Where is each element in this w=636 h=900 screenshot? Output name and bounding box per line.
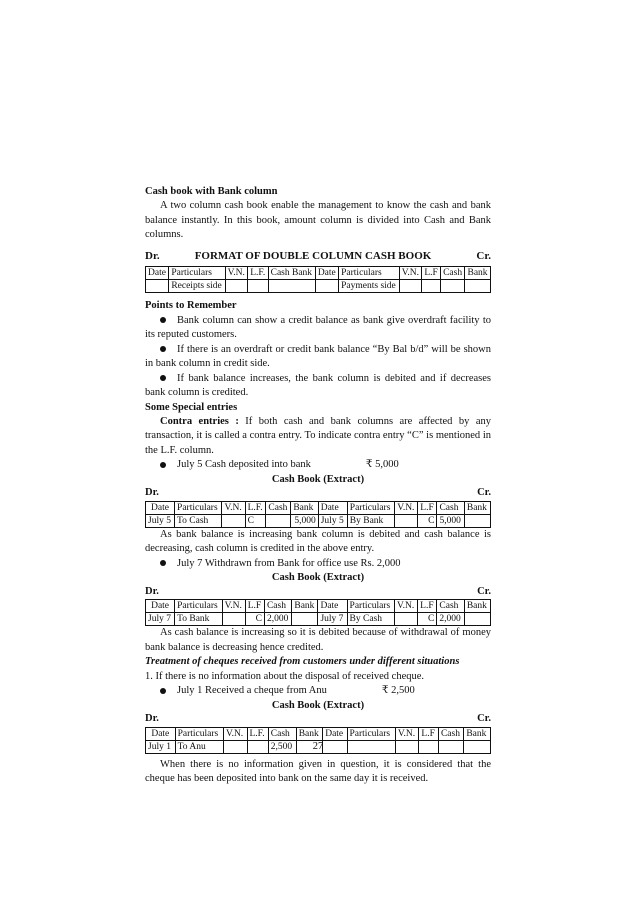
table-cell: 2,000 [437, 613, 464, 626]
example1-dr-cr [145, 486, 491, 500]
example2-bullet [145, 557, 491, 571]
example1-note: As bank balance is increasing bank column is debited and cash balance is decreasing, cash column is credited in the above entry. [145, 528, 491, 555]
table-cell: Bank [465, 267, 491, 280]
format-title: FORMAT OF DOUBLE COLUMN CASH BOOK [194, 249, 432, 262]
table-cell: Receipts side [169, 280, 225, 293]
format-title-row [145, 249, 491, 264]
table-cell: C [245, 613, 264, 626]
table-cell: Cash [264, 600, 291, 613]
example1-title: Cash Book (Extract) [271, 473, 365, 485]
table-cell: Cash [438, 727, 463, 740]
points-title: Points to Remember [145, 300, 237, 312]
example2-dr-cr [145, 585, 491, 599]
example3-dr-cr [145, 712, 491, 726]
example3-title: Cash Book (Extract) [271, 699, 365, 711]
case1-text: 1. If there is no information about the disposal of received cheque. [145, 670, 425, 682]
example3-text: July 1 Received a cheque from Anu [177, 685, 327, 697]
contra-paragraph [145, 415, 491, 458]
table-cell [465, 280, 491, 293]
table-cell: 5,000 [437, 514, 464, 527]
example1-table [145, 501, 491, 528]
table-cell: L.F [422, 267, 441, 280]
table-cell: V.N. [395, 501, 418, 514]
table-cell [315, 280, 338, 293]
table-cell: C [418, 613, 437, 626]
dr-label: Dr. [145, 585, 159, 597]
table-header-row [146, 600, 491, 613]
table-cell: By Bank [347, 514, 394, 527]
dr-label: Dr. [145, 487, 159, 499]
table-cell: July 5 [146, 514, 175, 527]
table-cell [395, 514, 418, 527]
table-cell: 2,000 [264, 613, 291, 626]
table-cell: Particulars [169, 267, 225, 280]
section-title: Cash book with Bank column [145, 186, 278, 197]
contra-text: If both cash and bank columns are affected by any transaction, it is called a contra entry. To indicate contra entry “C” is mentioned in the L.F. column. [145, 415, 491, 456]
cr-label: Cr. [477, 487, 491, 499]
table-cell: L.F [245, 600, 264, 613]
table-cell: Bank [464, 727, 491, 740]
table-cell: Cash [266, 501, 291, 514]
table-cell: L.F. [248, 267, 268, 280]
table-cell: Particulars [347, 501, 394, 514]
table-cell [146, 280, 169, 293]
table-cell: To Anu [175, 740, 223, 753]
table-cell: V.N. [223, 727, 247, 740]
table-cell: July 5 [318, 514, 347, 527]
table-cell: Particulars [347, 600, 394, 613]
table-cell: July 7 [318, 613, 347, 626]
table-cell: To Cash [175, 514, 222, 527]
intro-paragraph: A two column cash book enable the management to know the cash and bank balance instantly. In this book, amount column is divided into Cash and Bank columns. [145, 200, 491, 241]
table-cell: L.F [418, 501, 437, 514]
table-cell: Particulars [175, 501, 222, 514]
table-cell: Cash [441, 267, 465, 280]
bullet-icon [160, 343, 177, 357]
table-cell: 2,500 [268, 740, 296, 753]
table-cell: July 1 [146, 740, 176, 753]
table-cell: Cash Bank [268, 267, 315, 280]
table-cell [399, 280, 422, 293]
page-number: 27 [312, 741, 324, 752]
table-cell [292, 613, 318, 626]
table-cell: Bank [464, 600, 490, 613]
table-cell: Date [146, 267, 169, 280]
dr-label: Dr. [145, 713, 159, 725]
table-cell [422, 280, 441, 293]
cheques-title: Treatment of cheques received from customers under different situations [145, 656, 460, 668]
point-item [145, 343, 491, 372]
bullet-icon [160, 314, 177, 328]
table-cell: Cash [268, 727, 296, 740]
format-dr-label: Dr. [145, 249, 160, 262]
table-row [146, 280, 491, 293]
table-cell [464, 514, 490, 527]
table-cell [464, 613, 490, 626]
table-cell [222, 514, 245, 527]
table-cell [395, 613, 418, 626]
bullet-icon [160, 458, 177, 472]
table-cell [268, 280, 315, 293]
example2-text: July 7 Withdrawn from Bank for office use Rs. 2,000 [177, 557, 401, 569]
table-cell: Date [146, 501, 175, 514]
table-cell: Cash [437, 501, 464, 514]
example2-title: Cash Book (Extract) [271, 572, 365, 584]
example2-table [145, 599, 491, 626]
table-cell: July 7 [146, 613, 175, 626]
table-cell: Bank [291, 501, 318, 514]
table-cell: Particulars [347, 727, 395, 740]
example1-amount: ₹ 5,000 [365, 459, 399, 471]
table-cell: L.F [419, 727, 439, 740]
page-content [145, 185, 491, 787]
table-cell: L.F. [247, 727, 268, 740]
bullet-icon [160, 557, 177, 571]
cr-label: Cr. [477, 713, 491, 725]
contra-label: Contra entries : [160, 415, 239, 427]
table-cell [222, 613, 245, 626]
table-cell: L.F [418, 600, 437, 613]
point-text: If there is an overdraft or credit bank balance “By Bal b/d” will be shown in bank column in credit side. [145, 343, 491, 370]
table-cell: 5,000 [291, 514, 318, 527]
example2-note: As cash balance is increasing so it is debited because of withdrawal of money bank balance is decreasing hence credited. [145, 627, 491, 653]
example3-amount: ₹ 2,500 [381, 685, 415, 697]
table-cell: Date [318, 600, 347, 613]
bullet-icon [160, 372, 177, 386]
table-cell: By Cash [347, 613, 394, 626]
table-cell [248, 280, 268, 293]
table-cell: V.N. [399, 267, 422, 280]
example3-bullet [145, 684, 491, 698]
table-cell: Date [318, 501, 347, 514]
table-cell: Particulars [339, 267, 400, 280]
table-cell: V.N. [222, 600, 245, 613]
table-header-row [146, 727, 491, 740]
point-text: If bank balance increases, the bank column is debited and if decreases bank column is credited. [145, 372, 491, 399]
special-entries-title: Some Special entries [145, 401, 238, 413]
table-cell: Date [315, 267, 338, 280]
table-cell: V.N. [225, 267, 248, 280]
format-table [145, 266, 491, 293]
table-cell: Cash [437, 600, 464, 613]
table-cell: Bank [296, 727, 323, 740]
point-text: Bank column can show a credit balance as bank give overdraft facility to its reputed customers. [145, 314, 491, 341]
table-cell: Date [323, 727, 347, 740]
point-item [145, 314, 491, 343]
table-cell: Date [146, 727, 176, 740]
example1-text: July 5 Cash deposited into bank [177, 459, 311, 471]
table-cell: Payments side [339, 280, 400, 293]
table-cell: C [245, 514, 266, 527]
table-cell: Bank [464, 501, 490, 514]
table-cell: C [418, 514, 437, 527]
table-cell: Particulars [175, 600, 222, 613]
table-cell: L.F. [245, 501, 266, 514]
table-cell: Date [146, 600, 175, 613]
format-cr-label: Cr. [476, 249, 491, 262]
table-cell: To Bank [175, 613, 222, 626]
point-item [145, 372, 491, 401]
table-cell: Bank [292, 600, 318, 613]
table-header-row [146, 501, 491, 514]
table-cell: V.N. [395, 727, 419, 740]
table-row [146, 613, 491, 626]
example3-note: When there is no information given in question, it is considered that the cheque has been deposited into bank on the same day it is received. [145, 758, 491, 785]
table-cell: Particulars [175, 727, 223, 740]
bullet-icon [160, 684, 177, 698]
table-cell: V.N. [222, 501, 245, 514]
cr-label: Cr. [477, 585, 491, 597]
table-cell: V.N. [395, 600, 418, 613]
table-cell [266, 514, 291, 527]
table-header-row [146, 267, 491, 280]
table-row [146, 514, 491, 527]
table-cell [225, 280, 248, 293]
example1-bullet [145, 458, 491, 472]
table-cell [441, 280, 465, 293]
